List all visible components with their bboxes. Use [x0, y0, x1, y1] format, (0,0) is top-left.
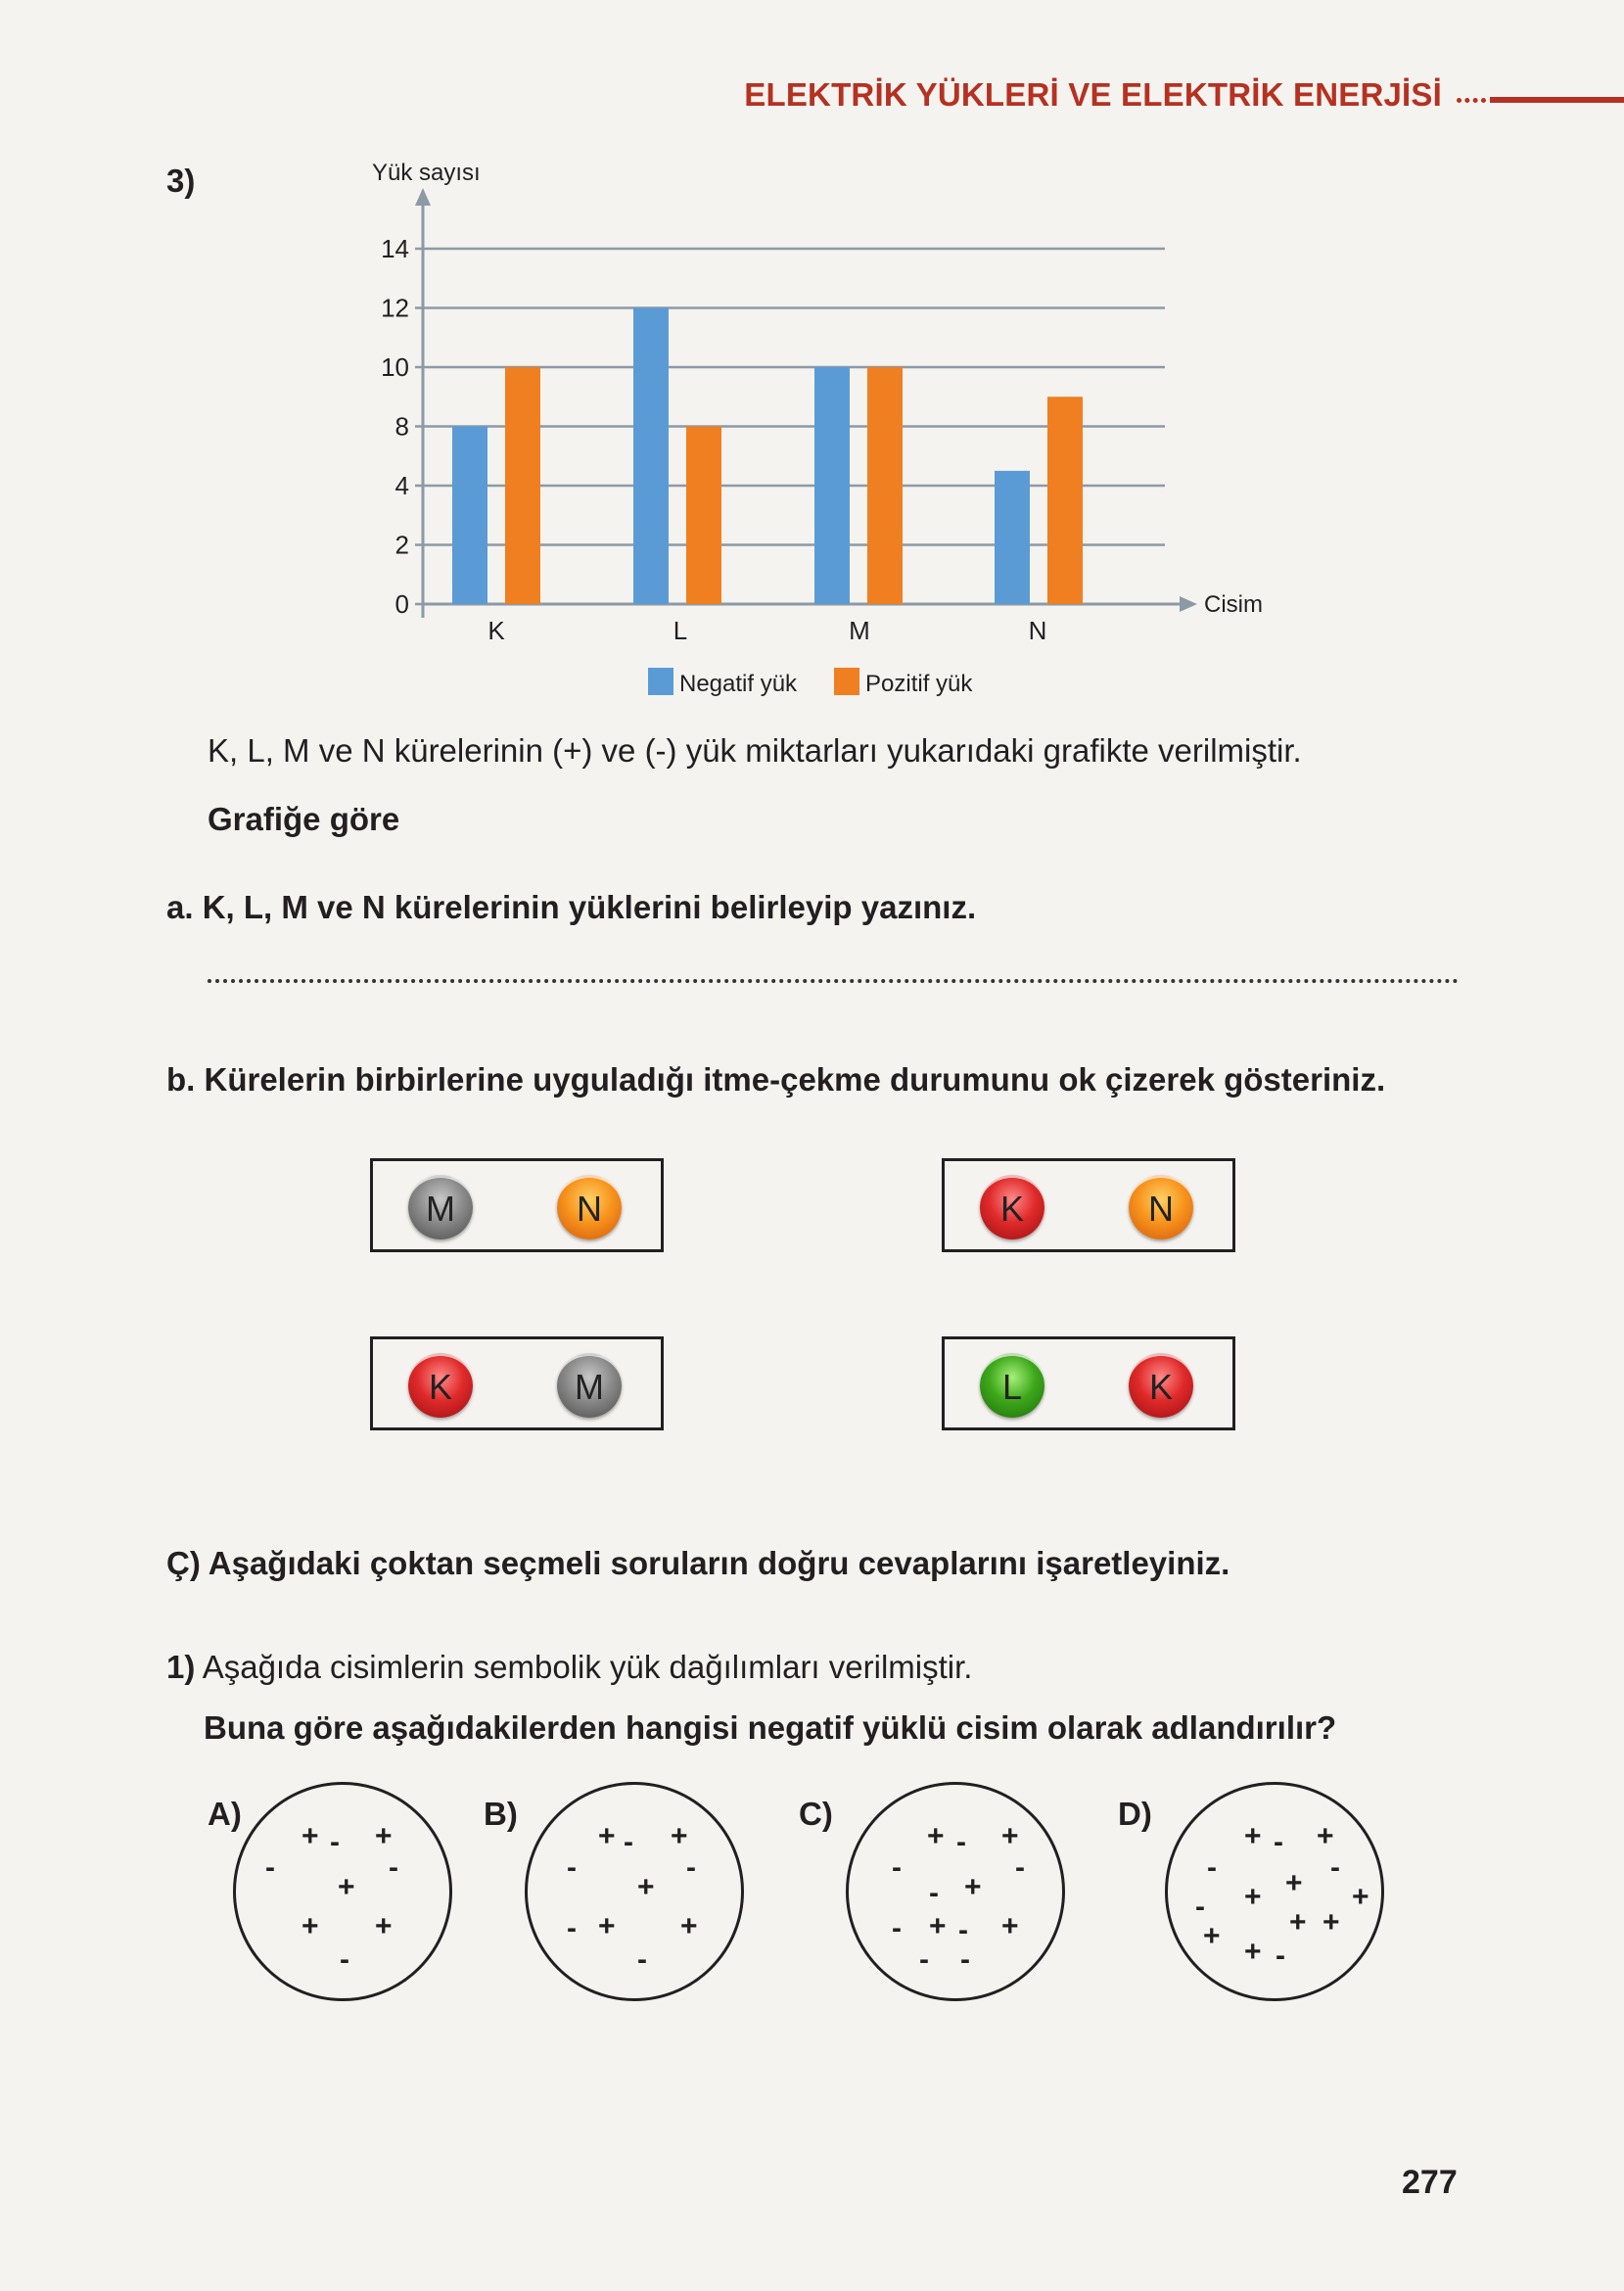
- bar-negatif-yük: [814, 367, 850, 604]
- option-d-label[interactable]: D): [1118, 1796, 1152, 1832]
- sphere-k: K: [408, 1353, 473, 1418]
- bar-chart: [323, 157, 1302, 715]
- bar-negatif-yük: [633, 308, 669, 605]
- question-1-prompt: Buna göre aşağıdakilerden hangisi negatif yüklü cisim olarak adlandırılır?: [204, 1709, 1337, 1746]
- sphere-n: N: [1129, 1175, 1193, 1239]
- chart-lead: Grafiğe göre: [208, 801, 400, 837]
- y-axis-arrow: [415, 188, 431, 206]
- question-1-text: Aşağıda cisimlerin sembolik yük dağılımları verilmiştir.: [202, 1649, 973, 1685]
- legend-label: Negatif yük: [679, 671, 798, 697]
- question-number: 3): [166, 163, 196, 199]
- option-c-charge-circle[interactable]: + - + - - - + - + - + - -: [846, 1782, 1065, 2001]
- legend-swatch: [834, 668, 859, 695]
- sphere-pair-box: [942, 1158, 1235, 1252]
- part-a-prefix: a.: [166, 889, 194, 925]
- part-b-text: Kürelerin birbirlerine uyguladığı itme-çekme durumunu ok çizerek gösteriniz.: [204, 1061, 1386, 1098]
- sphere-pair-box: [370, 1158, 664, 1252]
- option-d-charge-circle[interactable]: + - + - - + + + - + + + + -: [1165, 1782, 1384, 2001]
- answer-dotted-line: [208, 979, 1459, 983]
- sphere-l: L: [980, 1353, 1044, 1418]
- option-a-label[interactable]: A): [208, 1796, 242, 1832]
- y-axis-title: Yük sayısı: [372, 160, 481, 186]
- question-1: [166, 1649, 972, 1686]
- part-b-prefix: b.: [166, 1061, 196, 1098]
- chart-description: K, L, M ve N kürelerinin (+) ve (-) yük miktarları yukarıdaki grafikte verilmiştir.: [208, 732, 1302, 769]
- bar-negatif-yük: [452, 427, 487, 605]
- section-c-heading: Ç) Aşağıdaki çoktan seçmeli soruların doğru cevaplarını işaretleyiniz.: [166, 1545, 1230, 1581]
- header-title: ELEKTRİK YÜKLERİ VE ELEKTRİK ENERJİSİ: [744, 76, 1442, 113]
- x-axis-arrow: [1180, 596, 1197, 612]
- option-b-label[interactable]: B): [484, 1796, 518, 1832]
- sphere-pair-box: [942, 1336, 1235, 1430]
- page-number: 277: [1402, 2164, 1458, 2201]
- sphere-pair-box: [370, 1336, 664, 1430]
- header-rule: [1490, 97, 1624, 103]
- y-tick-label: 14: [381, 234, 409, 263]
- y-tick-label: 4: [394, 471, 409, 500]
- y-tick-label: 10: [381, 352, 409, 382]
- x-tick-label: K: [487, 616, 505, 645]
- bar-negatif-yük: [995, 471, 1030, 604]
- bar-pozitif-yük: [867, 367, 903, 604]
- part-b: [166, 1061, 1385, 1099]
- sphere-m: M: [557, 1353, 622, 1418]
- header-dots: [1457, 98, 1486, 103]
- bar-pozitif-yük: [686, 427, 721, 605]
- sphere-k: K: [980, 1175, 1044, 1239]
- x-tick-label: L: [673, 616, 688, 645]
- part-a-text: K, L, M ve N kürelerinin yüklerini belirleyip yazınız.: [202, 889, 977, 925]
- sphere-k: K: [1129, 1353, 1193, 1418]
- option-b-charge-circle[interactable]: + - + - - + - + + -: [525, 1782, 744, 2001]
- x-tick-label: M: [849, 616, 870, 645]
- x-tick-label: N: [1028, 616, 1047, 645]
- y-tick-label: 0: [394, 589, 409, 619]
- x-axis-title: Cisim: [1204, 591, 1263, 618]
- y-tick-label: 8: [394, 411, 409, 442]
- bar-pozitif-yük: [505, 367, 540, 604]
- option-c-label[interactable]: C): [799, 1796, 833, 1832]
- part-a: [166, 889, 976, 926]
- y-tick-label: 2: [394, 530, 409, 560]
- y-tick-label: 12: [381, 293, 409, 323]
- sphere-m: M: [408, 1175, 473, 1239]
- option-a-charge-circle[interactable]: + - + - - + + + -: [233, 1782, 452, 2001]
- question-1-number: 1): [166, 1649, 196, 1685]
- sphere-n: N: [557, 1175, 622, 1239]
- legend-swatch: [648, 668, 673, 695]
- legend-label: Pozitif yük: [865, 671, 973, 697]
- bar-pozitif-yük: [1047, 397, 1083, 604]
